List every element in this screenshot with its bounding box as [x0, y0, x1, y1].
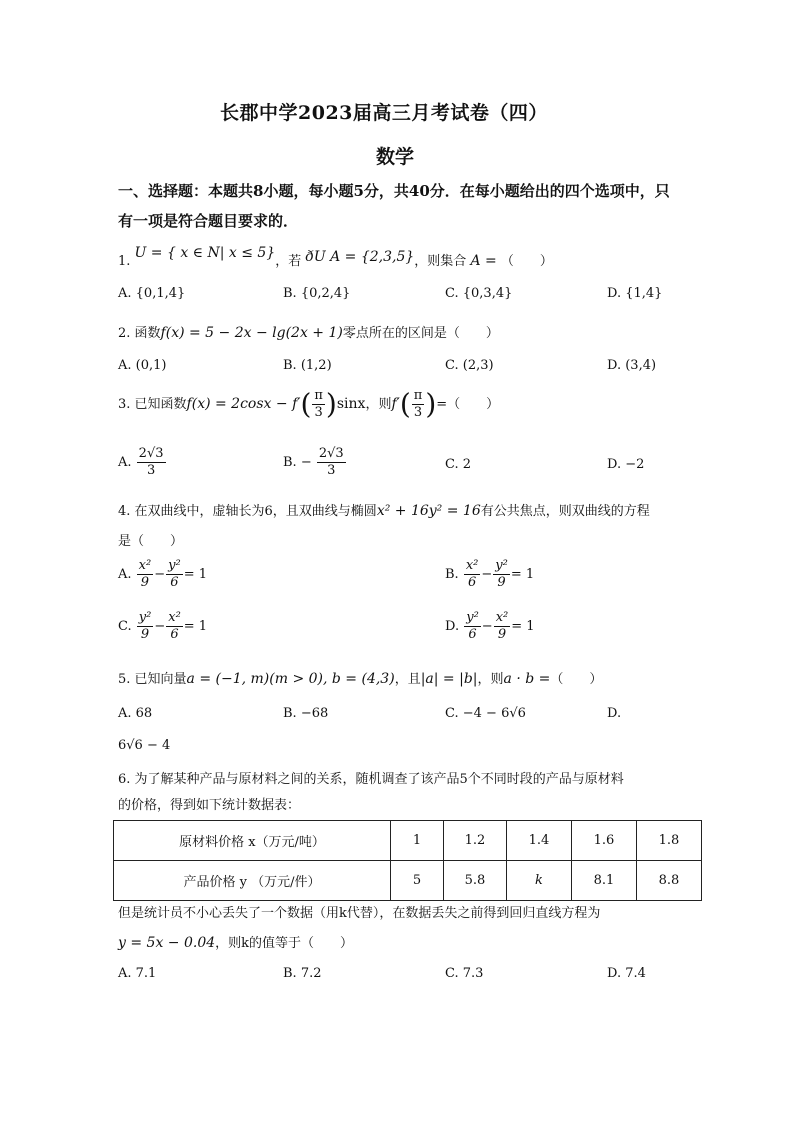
frac-num: y²	[138, 610, 152, 625]
q5-option-b: B. −68	[283, 706, 329, 721]
question-2	[118, 322, 499, 341]
q3-tail: =（ ）	[436, 397, 500, 412]
frac-den: 6	[170, 575, 179, 590]
q3-expression-c: f′	[391, 396, 400, 412]
question-6-line3: 但是统计员不小心丢失了一个数据（用k代替），在数据丢失之前得到回归直线方程为	[118, 906, 601, 921]
table-cell: k	[507, 861, 572, 901]
minus-sign: −	[154, 567, 166, 582]
table-cell: 1.8	[637, 821, 702, 861]
q6-option-b: B. 7.2	[283, 966, 322, 981]
q6-option-c: C. 7.3	[445, 966, 484, 981]
q1-text-2: ，则集合	[414, 254, 467, 269]
q3-option-a	[118, 446, 167, 479]
question-5	[118, 668, 602, 687]
q6-regression: y = 5x − 0.04	[118, 935, 216, 951]
q3-expression-b: sinx	[336, 396, 366, 412]
q6-option-a: A. 7.1	[118, 966, 157, 981]
minus-sign: −	[481, 567, 493, 582]
q5-vectors: a = (−1, m)(m > 0), b = (4,3)	[186, 671, 395, 687]
frac-den: 6	[467, 575, 477, 590]
q4-line1: 4. 在双曲线中，虚轴长为6，且双曲线与椭圆	[118, 504, 377, 519]
question-3: 3. 已知函数f(x) = 2cosx − f′( $\frac{\pi}{3}$ )sinx，则f′( $\frac{\pi}{3}$ )=（ ）	[118, 387, 500, 421]
frac-den: 9	[497, 575, 506, 590]
equals-one: = 1	[511, 619, 535, 634]
price-table	[113, 820, 702, 901]
q5-option-d: D.	[607, 706, 622, 721]
q5-blank: （ ）	[550, 672, 603, 687]
option-label: A.	[118, 455, 132, 470]
question-1	[118, 245, 553, 269]
q4-option-b	[445, 558, 534, 591]
q4-ellipse: x² + 16y² = 16	[376, 503, 481, 519]
q3-option-d: D. −2	[607, 457, 645, 472]
q4-option-a	[118, 558, 207, 591]
q1-text: ，若	[275, 254, 302, 269]
q6-line4-tail: ，则k的值等于（ ）	[215, 936, 354, 951]
table-cell: 8.8	[637, 861, 702, 901]
q5-option-c: C. −4 − 6√6	[445, 706, 526, 721]
option-label: A.	[118, 567, 132, 582]
page-subtitle: 数学	[376, 146, 415, 168]
frac-num: x²	[168, 610, 181, 625]
frac-den: 9	[140, 575, 150, 590]
q3-b-num: 2√3	[318, 446, 344, 461]
frac-num: y²	[495, 558, 508, 573]
table-cell: 1.6	[572, 821, 637, 861]
table-cell: 5	[391, 861, 444, 901]
q2-stem: 2. 函数	[118, 326, 161, 341]
q1-blank: （ ）	[500, 254, 553, 269]
q4-option-d	[445, 610, 535, 643]
q3-expression-a: f(x) = 2cosx − f′	[186, 396, 301, 412]
question-number: 1.	[118, 254, 131, 269]
q3-b-den: 3	[327, 463, 336, 478]
q4-line1-tail: 有公共焦点，则双曲线的方程	[480, 504, 650, 519]
frac-den: 6	[468, 627, 477, 642]
q1-complement: ðU A = {2,3,5}	[305, 249, 415, 265]
option-label: B.	[445, 567, 459, 582]
table-cell: 8.1	[572, 861, 637, 901]
q4-line2: 是（ ）	[118, 534, 184, 549]
q2-option-b: B. (1,2)	[283, 358, 332, 373]
section-heading: 一、选择题：本题共8小题，每小题5分，共40分．在每小题给出的四个选项中，只有一项是符合题目要求的．	[118, 182, 670, 230]
q5-mid: ，且	[394, 672, 421, 687]
q3-pi-2: π	[413, 388, 423, 403]
q1-option-a: A. {0,1,4}	[118, 286, 186, 301]
q3-three: 3	[314, 405, 323, 420]
frac-den: 6	[170, 627, 179, 642]
q5-option-d-value: 6√6 − 4	[118, 738, 171, 753]
option-label: C.	[118, 619, 132, 634]
frac-den: 9	[140, 627, 150, 642]
equals-one: = 1	[183, 619, 208, 634]
page-title: 长郡中学2023届高三月考试卷（四）	[220, 102, 548, 124]
option-label: B. −	[283, 455, 312, 470]
q4-option-c	[118, 610, 207, 643]
equals-one: = 1	[510, 567, 535, 582]
q5-norm-equal: |a| = |b|	[420, 671, 478, 687]
frac-num: x²	[495, 610, 509, 625]
option-label: D.	[445, 619, 460, 634]
q2-option-d: D. (3,4)	[607, 358, 657, 373]
q3-mid: ，则	[365, 397, 392, 412]
q3-a-den: 3	[146, 463, 156, 478]
question-6-line1: 6. 为了解某种产品与原材料之间的关系，随机调查了该产品5个不同时段的产品与原材料	[118, 772, 624, 787]
q3-option-c: C. 2	[445, 457, 472, 472]
q3-stem: 3. 已知函数	[118, 397, 187, 412]
table-cell: 1.4	[507, 821, 572, 861]
q6-option-d: D. 7.4	[607, 966, 646, 981]
q1-option-c: C. {0,3,4}	[445, 286, 513, 301]
q5-dot: a · b =	[503, 671, 551, 687]
q2-option-a: A. (0,1)	[118, 358, 167, 373]
question-6-line4	[118, 932, 353, 951]
table-cell: 1.2	[444, 821, 507, 861]
question-6-line2: 的价格，得到如下统计数据表：	[118, 798, 301, 813]
table-cell: 1	[391, 821, 444, 861]
table-row-label: 原材料价格 x（万元/吨）	[114, 821, 391, 861]
minus-sign: −	[154, 619, 166, 634]
frac-num: x²	[138, 558, 152, 573]
table-row	[114, 861, 702, 901]
table-cell: 5.8	[444, 861, 507, 901]
q3-option-b	[283, 446, 347, 479]
q2-option-c: C. (2,3)	[445, 358, 494, 373]
q5-option-a: A. 68	[118, 706, 153, 721]
q5-stem: 5. 已知向量	[118, 672, 187, 687]
table-row-label: 产品价格 y （万元/件）	[114, 861, 391, 901]
q1-set-a: A =	[470, 253, 497, 269]
q3-pi: π	[314, 388, 323, 403]
equals-one: = 1	[183, 567, 207, 582]
frac-num: y²	[168, 558, 181, 573]
q1-set-u: U = { x ∈ N| x ≤ 5}	[134, 245, 276, 261]
q2-tail: 零点所在的区间是（ ）	[342, 326, 499, 341]
q3-a-num: 2√3	[138, 446, 164, 461]
minus-sign: −	[481, 619, 493, 634]
q5-mid2: ，则	[477, 672, 504, 687]
question-4	[118, 500, 650, 519]
frac-num: y²	[466, 610, 479, 625]
q1-option-d: D. {1,4}	[607, 286, 663, 301]
table-row	[114, 821, 702, 861]
q1-option-b: B. {0,2,4}	[283, 286, 351, 301]
q3-three-2: 3	[413, 405, 423, 420]
frac-den: 9	[497, 627, 507, 642]
frac-num: x²	[465, 558, 479, 573]
q2-expression: f(x) = 5 − 2x − lg(2x + 1)	[160, 325, 343, 341]
